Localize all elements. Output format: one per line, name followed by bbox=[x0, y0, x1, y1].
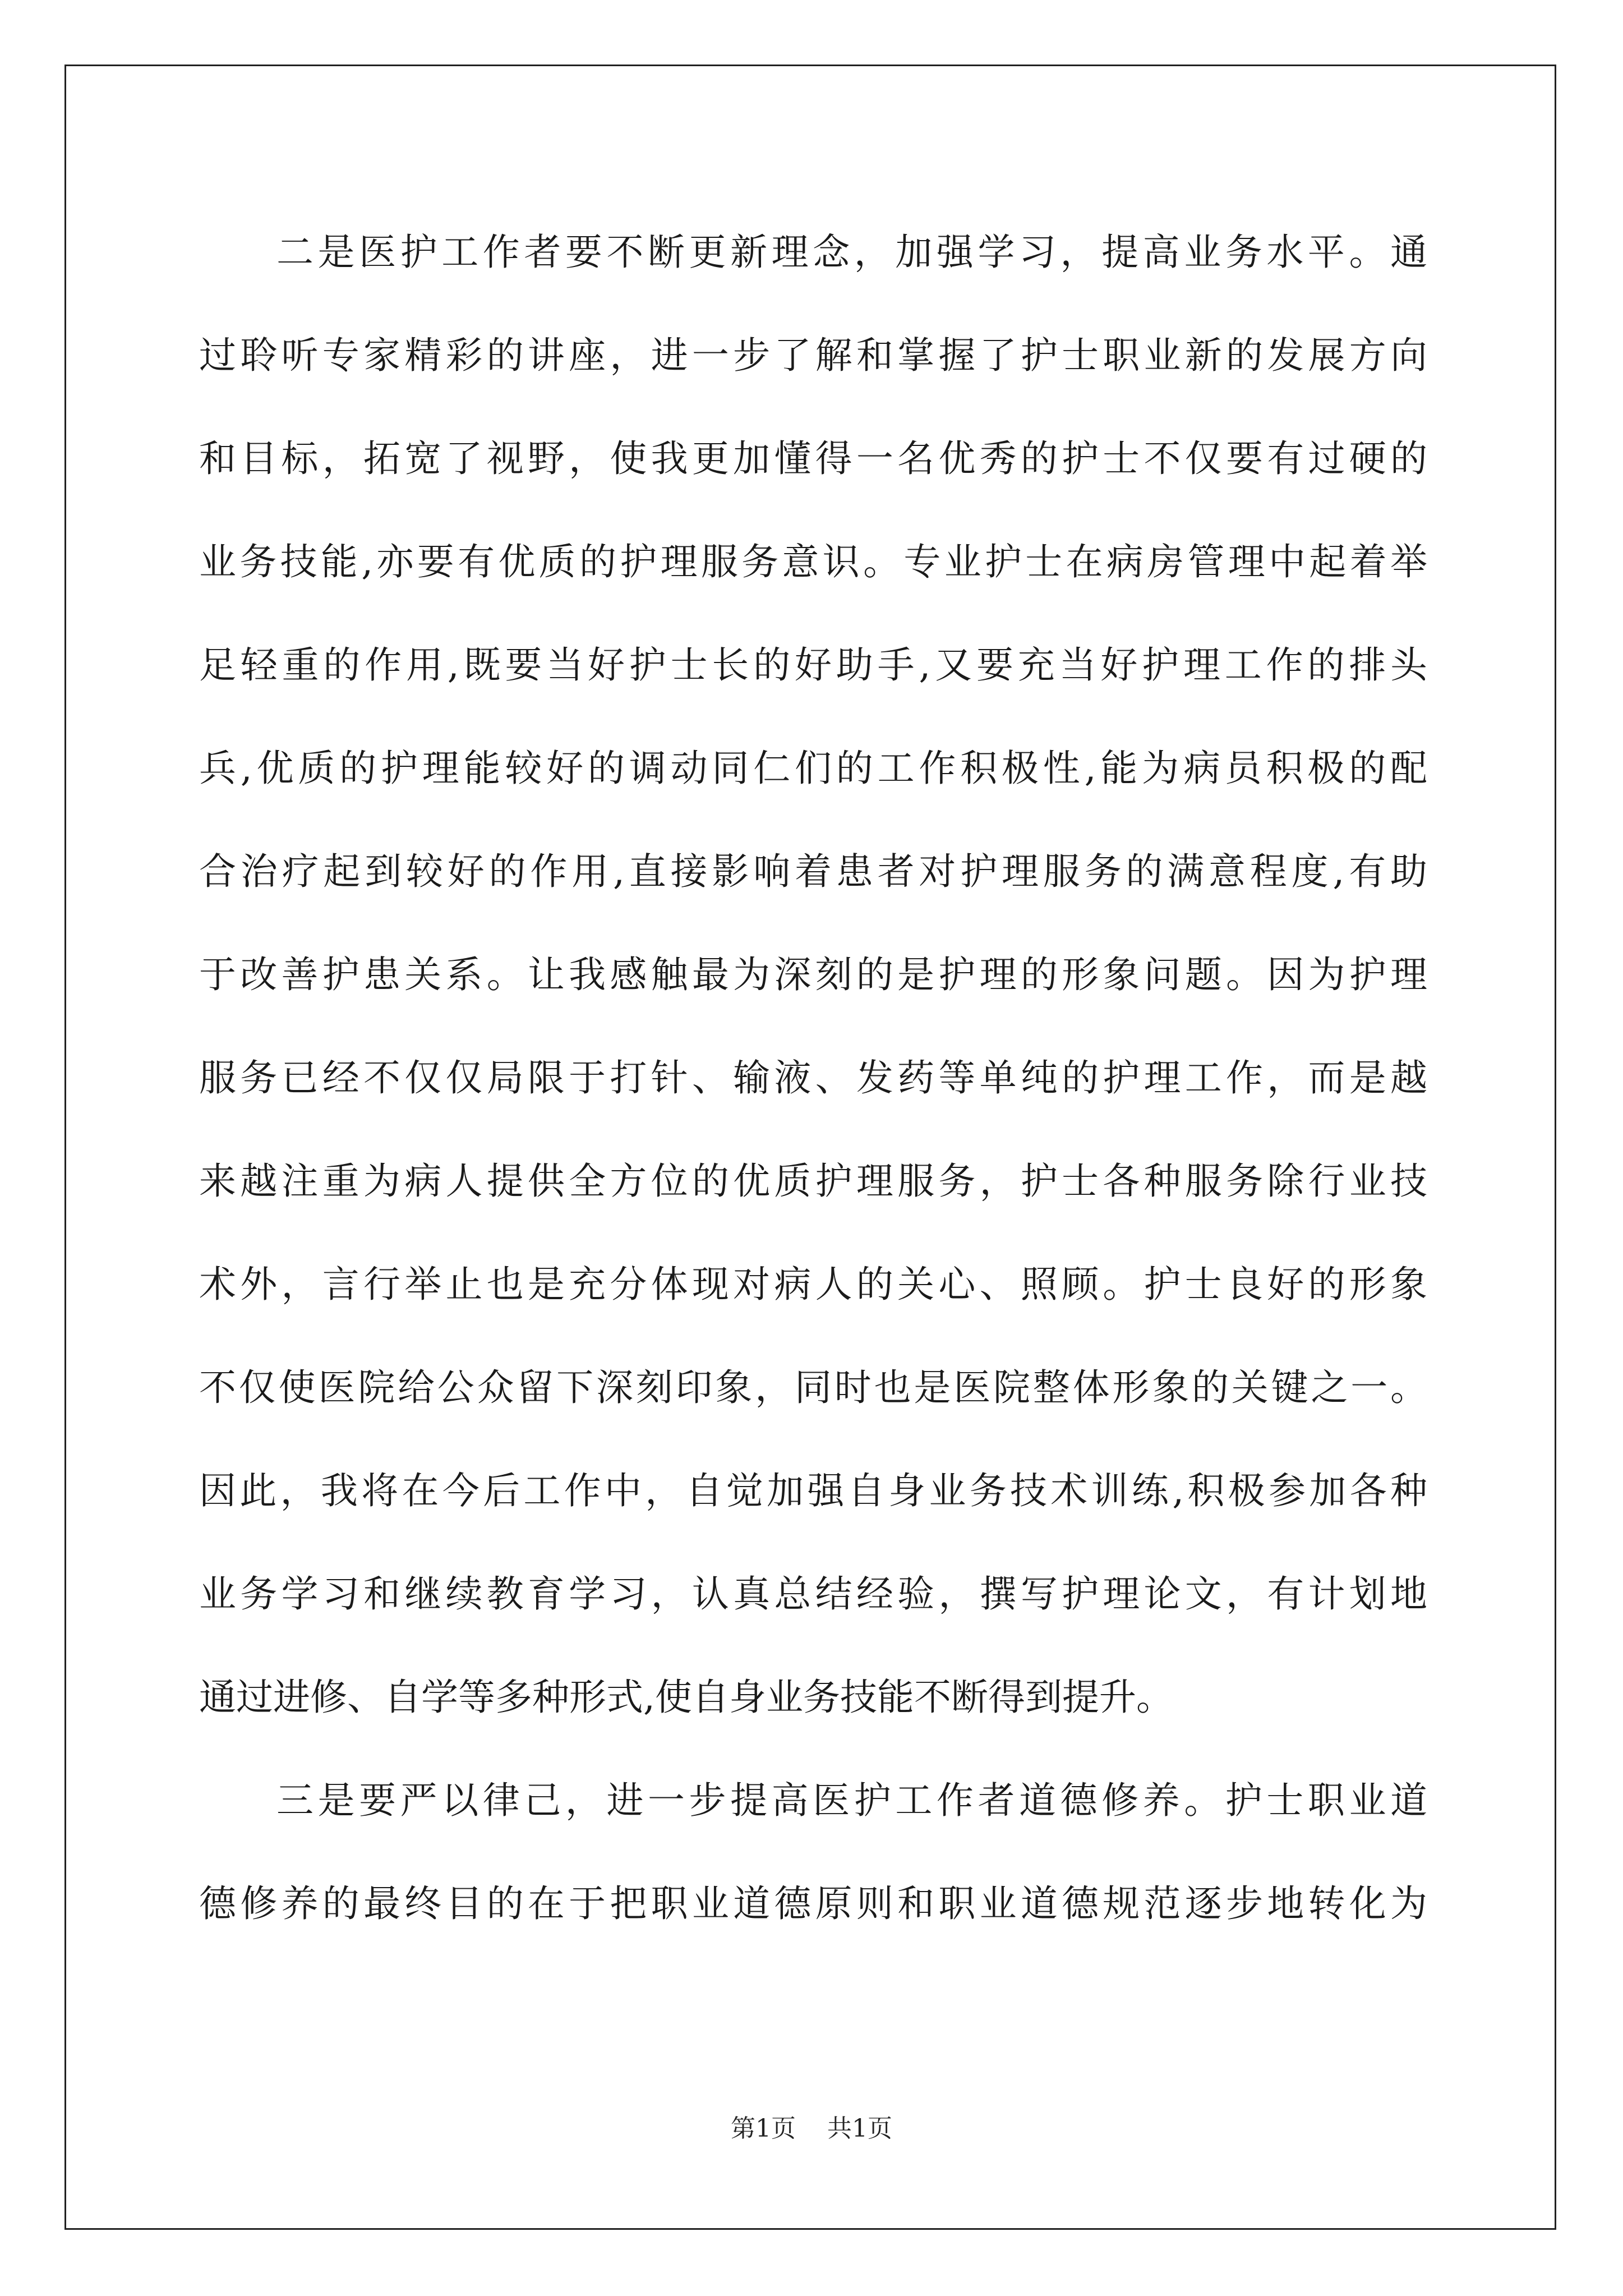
paragraph-line: 因此，我将在今后工作中，自觉加强自身业务技术训练,积极参加各种 bbox=[199, 1469, 1427, 1512]
paragraph-line: 业务技能,亦要有优质的护理服务意识。专业护士在病房管理中起着举 bbox=[199, 540, 1427, 583]
paragraph-line: 服务已经不仅仅局限于打针、输液、发药等单纯的护理工作，而是越 bbox=[199, 1056, 1427, 1099]
document-body bbox=[199, 222, 1427, 1976]
paragraph-line: 足轻重的作用,既要当好护士长的好助手,又要充当好护理工作的排头 bbox=[199, 643, 1427, 687]
paragraph-line: 和目标，拓宽了视野，使我更加懂得一名优秀的护士不仅要有过硬的 bbox=[199, 437, 1427, 480]
paragraph-line: 过聆听专家精彩的讲座，进一步了解和掌握了护士职业新的发展方向 bbox=[199, 334, 1427, 377]
paragraph-line: 于改善护患关系。让我感触最为深刻的是护理的形象问题。因为护理 bbox=[199, 953, 1427, 996]
paragraph-line: 二是医护工作者要不断更新理念，加强学习，提高业务水平。通 bbox=[276, 231, 1427, 274]
page-number-footer: 第1页 共1页 bbox=[731, 2114, 892, 2143]
paragraph-line: 来越注重为病人提供全方位的优质护理服务，护士各种服务除行业技 bbox=[199, 1159, 1427, 1203]
paragraph-line: 合治疗起到较好的作用,直接影响着患者对护理服务的满意程度,有助 bbox=[199, 850, 1427, 893]
paragraph-line: 德修养的最终目的在于把职业道德原则和职业道德规范逐步地转化为 bbox=[199, 1882, 1427, 1925]
paragraph-line: 不仅使医院给公众留下深刻印象，同时也是医院整体形象的关键之一。 bbox=[199, 1366, 1427, 1409]
paragraph-line: 兵,优质的护理能较好的调动同仁们的工作积极性,能为病员积极的配 bbox=[199, 747, 1427, 790]
paragraph-line: 业务学习和继续教育学习，认真总结经验，撰写护理论文，有计划地 bbox=[199, 1572, 1427, 1616]
paragraph-line: 通过进修、自学等多种形式,使自身业务技能不断得到提升。 bbox=[199, 1676, 1173, 1719]
paragraph-line: 三是要严以律己，进一步提高医护工作者道德修养。护士职业道 bbox=[276, 1779, 1427, 1822]
paragraph-line: 术外，言行举止也是充分体现对病人的关心、照顾。护士良好的形象 bbox=[199, 1263, 1427, 1306]
